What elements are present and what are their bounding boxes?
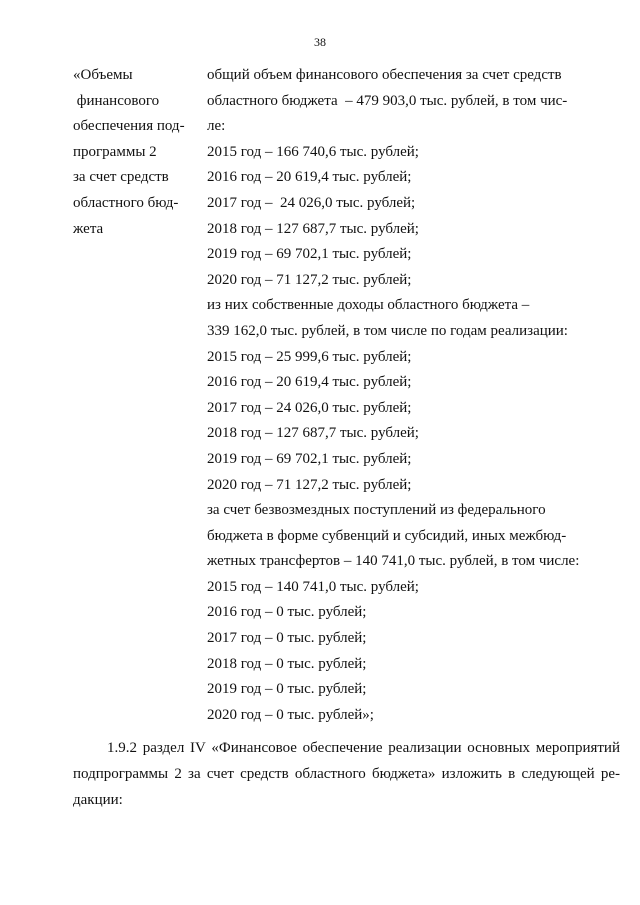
funding-line: 2019 год – 69 702,1 тыс. рублей; <box>207 246 412 263</box>
funding-line: 2016 год – 20 619,4 тыс. рублей; <box>207 374 412 391</box>
funding-line: 2015 год – 25 999,6 тыс. рублей; <box>207 348 412 365</box>
funding-line: 2018 год – 0 тыс. рублей; <box>207 655 367 672</box>
funding-line: 2019 год – 0 тыс. рублей; <box>207 681 367 698</box>
funding-line: бюджета в форме субвенций и субсидий, иных межбюд- <box>207 527 567 544</box>
label-line: областного бюд- <box>73 194 179 211</box>
funding-line: 2015 год – 140 741,0 тыс. рублей; <box>207 578 419 595</box>
funding-line: 2018 год – 127 687,7 тыс. рублей; <box>207 220 419 237</box>
funding-details-column <box>207 63 602 728</box>
funding-line: 2017 год – 0 тыс. рублей; <box>207 630 367 647</box>
funding-line: из них собственные доходы областного бюджета – <box>207 297 530 314</box>
paragraph-line-3: дакции: <box>73 792 123 808</box>
funding-line: ле: <box>207 118 226 135</box>
funding-line: 2016 год – 0 тыс. рублей; <box>207 604 367 621</box>
funding-line: 2020 год – 71 127,2 тыс. рублей; <box>207 476 412 493</box>
funding-line: 2019 год – 69 702,1 тыс. рублей; <box>207 450 412 467</box>
funding-line: 2020 год – 0 тыс. рублей»; <box>207 706 374 723</box>
funding-line: 2016 год – 20 619,4 тыс. рублей; <box>207 169 412 186</box>
funding-line: 2015 год – 166 740,6 тыс. рублей; <box>207 143 419 160</box>
funding-line: жетных трансфертов – 140 741,0 тыс. рублей, в том числе: <box>207 553 580 570</box>
label-line: «Объемы <box>73 67 133 83</box>
funding-line: за счет безвозмездных поступлений из федерального <box>207 502 546 519</box>
funding-line: 2018 год – 127 687,7 тыс. рублей; <box>207 425 419 442</box>
funding-line: областного бюджета – 479 903,0 тыс. рублей, в том чис- <box>207 92 568 109</box>
label-line: жета <box>73 220 104 237</box>
paragraph-line-1: 1.9.2 раздел IV «Финансовое обеспечение реализации основных мероприятий <box>107 740 620 756</box>
page-number: 38 <box>314 35 326 49</box>
funding-line: 2017 год – 24 026,0 тыс. рублей; <box>207 194 416 211</box>
passport-label-column <box>73 63 198 242</box>
label-line: за счет средств <box>73 169 169 186</box>
paragraph-line-2: подпрограммы 2 за счет средств областного бюджета» изложить в следующей ре- <box>73 766 620 782</box>
funding-line: 339 162,0 тыс. рублей, в том числе по годам реализации: <box>207 322 568 339</box>
label-line: обеспечения под- <box>73 118 185 135</box>
funding-line: 2017 год – 24 026,0 тыс. рублей; <box>207 399 412 416</box>
funding-line: 2020 год – 71 127,2 тыс. рублей; <box>207 271 412 288</box>
funding-line: общий объем финансового обеспечения за счет средств <box>207 67 562 83</box>
label-line: финансового <box>73 92 160 109</box>
label-line: программы 2 <box>73 143 157 160</box>
